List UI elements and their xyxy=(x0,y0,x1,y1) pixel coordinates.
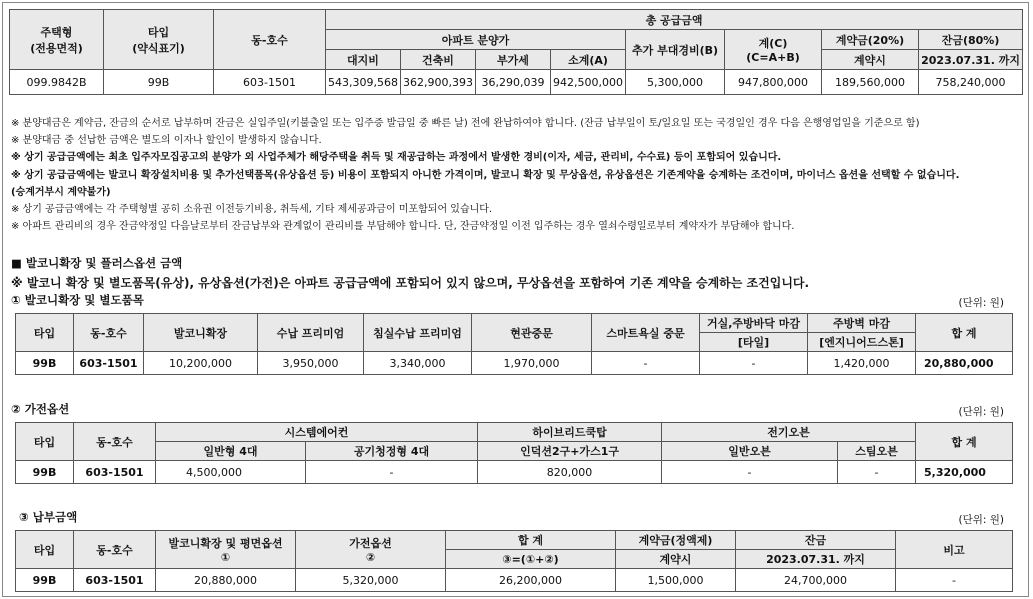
note-line: ※ 분양대금 중 선납한 금액은 별도의 이자나 할인이 발생하지 않습니다. xyxy=(11,135,322,147)
balcony-table xyxy=(15,313,1013,375)
section-title-options: ■ 발코니확장 및 플러스옵션 금액 xyxy=(11,256,183,270)
cell-unit: 603-1501 xyxy=(74,569,156,592)
cell-oven-steam: - xyxy=(838,461,916,484)
header-note: 비고 xyxy=(896,531,1013,569)
header-subtype: 타입 (약식표기) xyxy=(104,10,214,70)
header-aircon-normal: 일반형 4대 xyxy=(156,442,306,461)
cell-subtotal: 942,500,000 xyxy=(551,70,626,95)
note-line: ※ 상기 공급금액에는 각 주택형별 공히 소유권 이전등기비용, 취득세, 기타 제세공과금이 미포함되어 있습니다. xyxy=(11,204,493,216)
cell-storage: 3,950,000 xyxy=(258,352,364,375)
header-appliance-option: 가전옵션 ② xyxy=(296,531,446,569)
header-unit: 동-호수 xyxy=(214,10,326,70)
note-line: ※ 아파트 관리비의 경우 잔금약정일 다음날로부터 잔금납부와 관계없이 관리비를 부담해야 합니다. 단, 잔금약정일 이전 입주하는 경우 열쇠수령일로부터 계약자가 부담해야 합니다. xyxy=(11,221,795,233)
table-row xyxy=(16,461,1013,484)
header-bedroom: 침실수납 프리미엄 xyxy=(364,314,472,352)
table-row xyxy=(16,352,1013,375)
header-sum: 계(C) (C=A+B) xyxy=(725,30,822,70)
header-oven-normal: 일반오븐 xyxy=(662,442,838,461)
cell-type: 99B xyxy=(16,461,74,484)
header-type: 주택형 (전용면적) xyxy=(10,10,104,70)
document-frame xyxy=(2,2,1029,597)
cell-balcony-option: 20,880,000 xyxy=(156,569,296,592)
header-wall: 주방벽 마감 xyxy=(808,314,916,333)
unit-label: (단위: 원) xyxy=(958,406,1004,418)
header-floor: 거실,주방바닥 마감 xyxy=(700,314,808,333)
header-deposit: 계약금(정액제) xyxy=(616,531,736,550)
note-line: ※ 상기 공급금액에는 발코니 확장설치비용 및 추가선택품목(유상옵션 등) 비용이 포함되지 아니한 가격이며, 발코니 확장 및 무상옵션, 유상옵션은 기존계약을 승계하는 조건이며, 마이너스 옵션을 선택할 수 없습니다. xyxy=(11,169,960,181)
header-type: 타입 xyxy=(16,314,74,352)
supply-price-table xyxy=(9,9,1023,95)
header-oven: 전기오븐 xyxy=(662,423,916,442)
table-row xyxy=(10,70,1023,95)
table-row xyxy=(16,569,1013,592)
cell-oven-normal: - xyxy=(662,461,838,484)
cell-sum: 26,200,000 xyxy=(446,569,616,592)
cell-floor: - xyxy=(700,352,808,375)
cell-balance: 758,240,000 xyxy=(919,70,1023,95)
cell-unit: 603-1501 xyxy=(214,70,326,95)
header-type: 타입 xyxy=(16,531,74,569)
cell-unit: 603-1501 xyxy=(74,461,156,484)
header-balance: 잔금(80%) xyxy=(919,30,1023,50)
header-balance-when: 2023.07.31. 까지 xyxy=(919,50,1023,70)
cell-build: 362,900,393 xyxy=(401,70,476,95)
header-aircon: 시스템에어컨 xyxy=(156,423,478,442)
cell-type: 99B xyxy=(16,352,74,375)
note-line: ※ 상기 공급금액에는 최초 입주자모집공고의 분양가 외 사업주체가 해당주택을 취득 및 재공급하는 과정에서 발생한 경비(이자, 세금, 관리비, 수수료) 등이 포함되어 있습니다. xyxy=(11,152,782,164)
header-balcony-option: 발코니확장 및 평면옵션 ① xyxy=(156,531,296,569)
notes xyxy=(11,115,1021,235)
cell-unit: 603-1501 xyxy=(74,352,144,375)
section-title-payment: ③ 납부금액 xyxy=(19,510,78,524)
cell-aircon-normal: 4,500,000 xyxy=(156,461,306,484)
cell-sum: 947,800,000 xyxy=(725,70,822,95)
cell-wall: 1,420,000 xyxy=(808,352,916,375)
header-build: 건축비 xyxy=(401,50,476,70)
cell-cooktop: 820,000 xyxy=(478,461,662,484)
header-cooktop: 하이브리드쿡탑 xyxy=(478,423,662,442)
header-storage: 수납 프리미엄 xyxy=(258,314,364,352)
payment-table xyxy=(15,530,1013,592)
cell-land: 543,309,568 xyxy=(326,70,401,95)
header-bath: 스마트욕실 중문 xyxy=(592,314,700,352)
header-floor-material: [타일] xyxy=(700,333,808,352)
note-line: (승계거부시 계약불가) xyxy=(11,186,111,198)
header-vat: 부가세 xyxy=(476,50,551,70)
unit-label: (단위: 원) xyxy=(958,514,1004,526)
cell-note: - xyxy=(896,569,1013,592)
cell-balcony: 10,200,000 xyxy=(144,352,258,375)
header-sum-formula: ③=(①+②) xyxy=(446,550,616,569)
header-balcony: 발코니확장 xyxy=(144,314,258,352)
section-note: ※ 발코니 확장 및 별도품목(유상), 유상옵션(가전)은 아파트 공급금액에 포함되어 있지 않으며, 무상옵션을 포함하여 기존 계약을 승계하는 조건입니다. xyxy=(11,276,810,290)
header-extra-cost: 추가 부대경비(B) xyxy=(626,30,725,70)
cell-deposit: 189,560,000 xyxy=(822,70,919,95)
cell-bedroom: 3,340,000 xyxy=(364,352,472,375)
header-total: 합 계 xyxy=(916,423,1013,461)
header-sum: 합 계 xyxy=(446,531,616,550)
cell-aircon-purifier: - xyxy=(306,461,478,484)
cell-deposit: 1,500,000 xyxy=(616,569,736,592)
cell-total: 20,880,000 xyxy=(916,352,1013,375)
header-cooktop-type: 인덕션2구+가스1구 xyxy=(478,442,662,461)
header-subtotal: 소계(A) xyxy=(551,50,626,70)
header-unit: 동-호수 xyxy=(74,531,156,569)
header-deposit: 계약금(20%) xyxy=(822,30,919,50)
cell-balance: 24,700,000 xyxy=(736,569,896,592)
cell-vat: 36,290,039 xyxy=(476,70,551,95)
header-entrance: 현관중문 xyxy=(472,314,592,352)
cell-extra: 5,300,000 xyxy=(626,70,725,95)
cell-total: 5,320,000 xyxy=(916,461,1013,484)
header-deposit-when: 계약시 xyxy=(616,550,736,569)
header-balance-when: 2023.07.31. 까지 xyxy=(736,550,896,569)
header-oven-steam: 스팀오븐 xyxy=(838,442,916,461)
unit-label: (단위: 원) xyxy=(958,297,1004,309)
header-deposit-when: 계약시 xyxy=(822,50,919,70)
header-land: 대지비 xyxy=(326,50,401,70)
appliance-table xyxy=(15,422,1013,484)
section-title-balcony: ① 발코니확장 및 별도품목 xyxy=(11,293,144,307)
section-title-appliance: ② 가전옵션 xyxy=(11,402,70,416)
header-balance: 잔금 xyxy=(736,531,896,550)
cell-appliance-option: 5,320,000 xyxy=(296,569,446,592)
cell-subtype: 99B xyxy=(104,70,214,95)
header-unit: 동-호수 xyxy=(74,314,144,352)
cell-type: 099.9842B xyxy=(10,70,104,95)
header-aircon-purifier: 공기청정형 4대 xyxy=(306,442,478,461)
header-wall-material: [엔지니어드스톤] xyxy=(808,333,916,352)
cell-type: 99B xyxy=(16,569,74,592)
cell-bath: - xyxy=(592,352,700,375)
header-apt-price: 아파트 분양가 xyxy=(326,30,626,50)
cell-entrance: 1,970,000 xyxy=(472,352,592,375)
header-total-supply: 총 공급금액 xyxy=(326,10,1023,30)
header-total: 합 계 xyxy=(916,314,1013,352)
note-line: ※ 분양대금은 계약금, 잔금의 순서로 납부하며 잔금은 실입주일(키불출일 또는 입주증 발급일 중 빠른 날) 전에 완납하여야 합니다. (잔금 납부일이 토/일요일 또는 국경일인 경우 다음 은행영업일을 기준으로 함) xyxy=(11,118,920,129)
header-unit: 동-호수 xyxy=(74,423,156,461)
header-type: 타입 xyxy=(16,423,74,461)
